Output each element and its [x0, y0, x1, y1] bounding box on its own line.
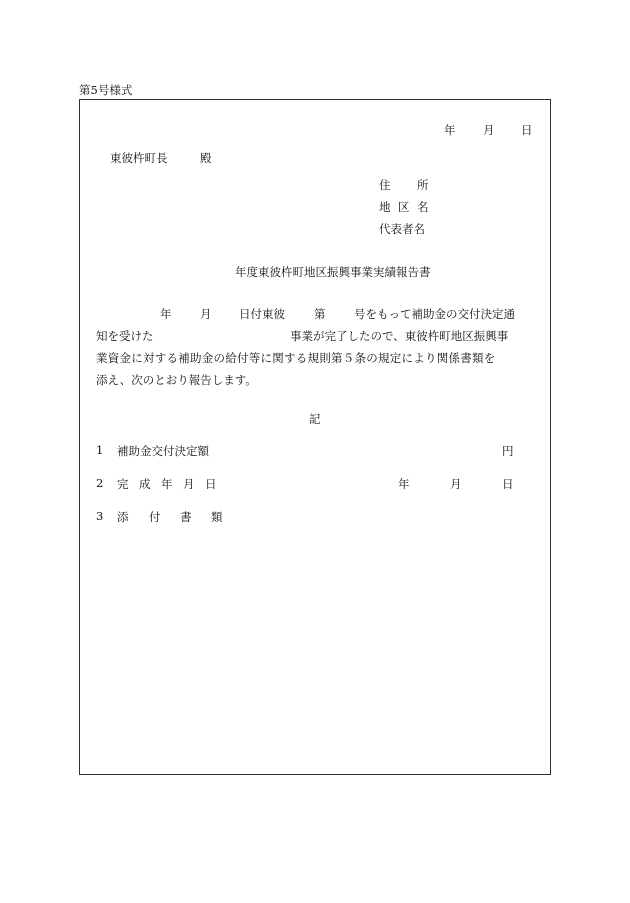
item-1-number: 1 — [96, 443, 104, 457]
item-1-unit: 円 — [502, 444, 514, 458]
item-2-label-char: 月 — [183, 477, 195, 491]
district-label-b: 区 — [398, 200, 410, 214]
body-l4: 添え、次のとおり報告します。 — [96, 373, 257, 387]
item-2-month-label: 月 — [450, 477, 462, 491]
item-2-number: 2 — [96, 476, 104, 490]
item-2-label-char: 完 — [117, 477, 129, 491]
item-2-label-char: 年 — [161, 477, 173, 491]
date-month-label: 月 — [483, 123, 495, 137]
representative-label: 代表者名 — [379, 222, 425, 236]
body-l2-b: 事業が完了したので、東彼杵町地区振興事 — [290, 329, 509, 343]
district-label-a: 地 — [379, 200, 391, 214]
report-title: 年度東彼杵町地区振興事業実績報告書 — [235, 265, 431, 279]
body-l1-year: 年 — [160, 307, 172, 321]
item-3-number: 3 — [96, 509, 104, 523]
date-day-label: 日 — [521, 123, 533, 137]
addressee-name: 東彼杵町長 — [110, 151, 168, 165]
item-2-day-label: 日 — [502, 477, 514, 491]
item-3-label-char: 付 — [149, 510, 161, 524]
district-label-c: 名 — [417, 200, 429, 214]
item-3-label-char: 添 — [117, 510, 129, 524]
body-l3: 業資金に対する補助金の給付等に関する規則第５条の規定により関係書類を — [96, 351, 496, 365]
date-year-label: 年 — [444, 123, 456, 137]
item-3-label-char: 書 — [180, 510, 192, 524]
body-l1-dayref: 日付東彼 — [239, 307, 285, 321]
item-2-label-char: 成 — [139, 477, 151, 491]
item-3-label-char: 類 — [211, 510, 223, 524]
item-1-label: 補助金交付決定額 — [117, 444, 209, 458]
address-label-b: 所 — [417, 178, 429, 192]
body-l2-a: 知を受けた — [96, 329, 154, 343]
addressee-honorific: 殿 — [200, 151, 212, 165]
item-2-year-label: 年 — [398, 477, 410, 491]
ki-heading: 記 — [309, 412, 321, 426]
form-frame — [79, 99, 551, 775]
body-l1-month: 月 — [200, 307, 212, 321]
item-2-label-char: 日 — [205, 477, 217, 491]
address-label-a: 住 — [379, 178, 391, 192]
body-l1-rest: 号をもって補助金の交付決定通 — [354, 307, 515, 321]
form-number: 第5号様式 — [79, 83, 133, 97]
body-l1-dai: 第 — [314, 307, 326, 321]
